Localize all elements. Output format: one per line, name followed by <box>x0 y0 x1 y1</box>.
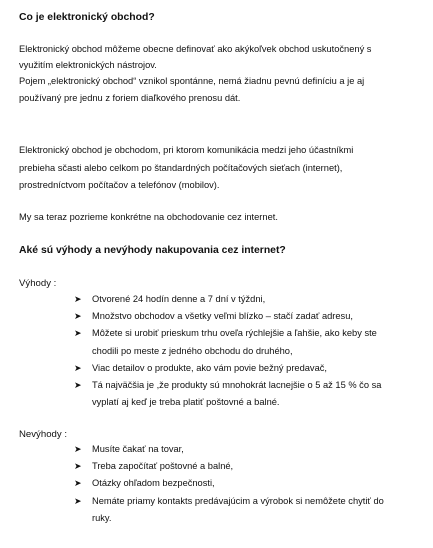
advantages-label: Výhody : <box>19 278 57 289</box>
paragraph-intro: My sa teraz pozrieme konkrétne na obchodovanie cez internet. <box>19 212 278 222</box>
disadvantages-item-text: Nemáte priamy kontakts predávajúcim a výrobok si nemôžete chytiť do <box>92 495 384 506</box>
disadvantages-item <box>74 510 419 527</box>
disadvantages-item-text: Otázky ohľadom bezpečnosti, <box>92 478 215 489</box>
arrow-bullet-icon: ➤ <box>74 478 82 489</box>
advantages-item-text: Tá najväčšia je ,že produkty sú mnohokrát lacnejšie o 5 až 15 % čo sa <box>92 380 382 391</box>
advantages-item-text: Množstvo obchodov a všetky veľmi blízko – stačí zadať adresu, <box>92 311 353 322</box>
advantages-item-text: Môžete si urobiť prieskum trhu oveľa rýchlejšie a ľahšie, ako keby ste <box>92 328 377 339</box>
advantages-list <box>74 291 419 411</box>
advantages-item <box>74 325 419 342</box>
paragraph-line: Elektronický obchod je obchodom, pri ktorom komunikácia medzi jeho účastníkmi <box>19 145 354 155</box>
advantages-item <box>74 308 419 325</box>
advantages-item <box>74 394 419 411</box>
arrow-bullet-icon: ➤ <box>74 495 82 506</box>
advantages-item <box>74 360 419 377</box>
disadvantages-label: Nevýhody : <box>19 429 67 440</box>
arrow-bullet-icon: ➤ <box>74 362 82 373</box>
disadvantages-list <box>74 441 419 527</box>
paragraph-line: využitím elektronických nástrojov. <box>19 60 157 70</box>
disadvantages-item-text: Musíte čakať na tovar, <box>92 444 184 454</box>
heading-pros-cons: Aké sú výhody a nevýhody nakupovania cez internet? <box>19 245 286 256</box>
disadvantages-item <box>74 458 419 475</box>
arrow-bullet-icon: ➤ <box>74 328 82 339</box>
arrow-bullet-icon: ➤ <box>74 380 82 391</box>
advantages-item-text: Viac detailov o produkte, ako vám povie bežný predavač, <box>92 362 327 373</box>
disadvantages-item-text: Treba započítať poštovné a balné, <box>92 461 234 472</box>
advantages-item <box>74 377 419 394</box>
paragraph-line: Elektronický obchod môžeme obecne definovať ako akýkoľvek obchod uskutočnený s <box>19 44 372 54</box>
disadvantages-item <box>74 475 419 492</box>
advantages-item <box>74 291 419 308</box>
advantages-item-text: vyplatí aj keď je treba platiť poštovné a balné. <box>92 397 280 408</box>
arrow-bullet-icon: ➤ <box>74 311 82 322</box>
arrow-bullet-icon: ➤ <box>74 461 82 472</box>
paragraph-line: prebieha sčasti alebo celkom po štandardných počítačových sieťach (internet), <box>19 163 343 173</box>
paragraph-line: používaný pre jednu z foriem diaľkového prenosu dát. <box>19 93 241 103</box>
heading-what-is-ecommerce: Co je elektronický obchod? <box>19 12 155 23</box>
disadvantages-item <box>74 493 419 510</box>
paragraph-line: prostredníctvom počítačov a telefónov (mobilov). <box>19 180 220 190</box>
advantages-item <box>74 343 419 360</box>
arrow-bullet-icon: ➤ <box>74 294 82 304</box>
advantages-item-text: Otvorené 24 hodín denne a 7 dní v týždni, <box>92 294 266 304</box>
disadvantages-item <box>74 441 419 458</box>
disadvantages-item-text: ruky. <box>92 512 112 523</box>
advantages-item-text: chodili po meste z jedného obchodu do druhého, <box>92 345 293 356</box>
arrow-bullet-icon: ➤ <box>74 444 82 454</box>
paragraph-line: Pojem „elektronický obchod“ vznikol spontánne, nemá žiadnu pevnú definíciu a je aj <box>19 76 365 86</box>
